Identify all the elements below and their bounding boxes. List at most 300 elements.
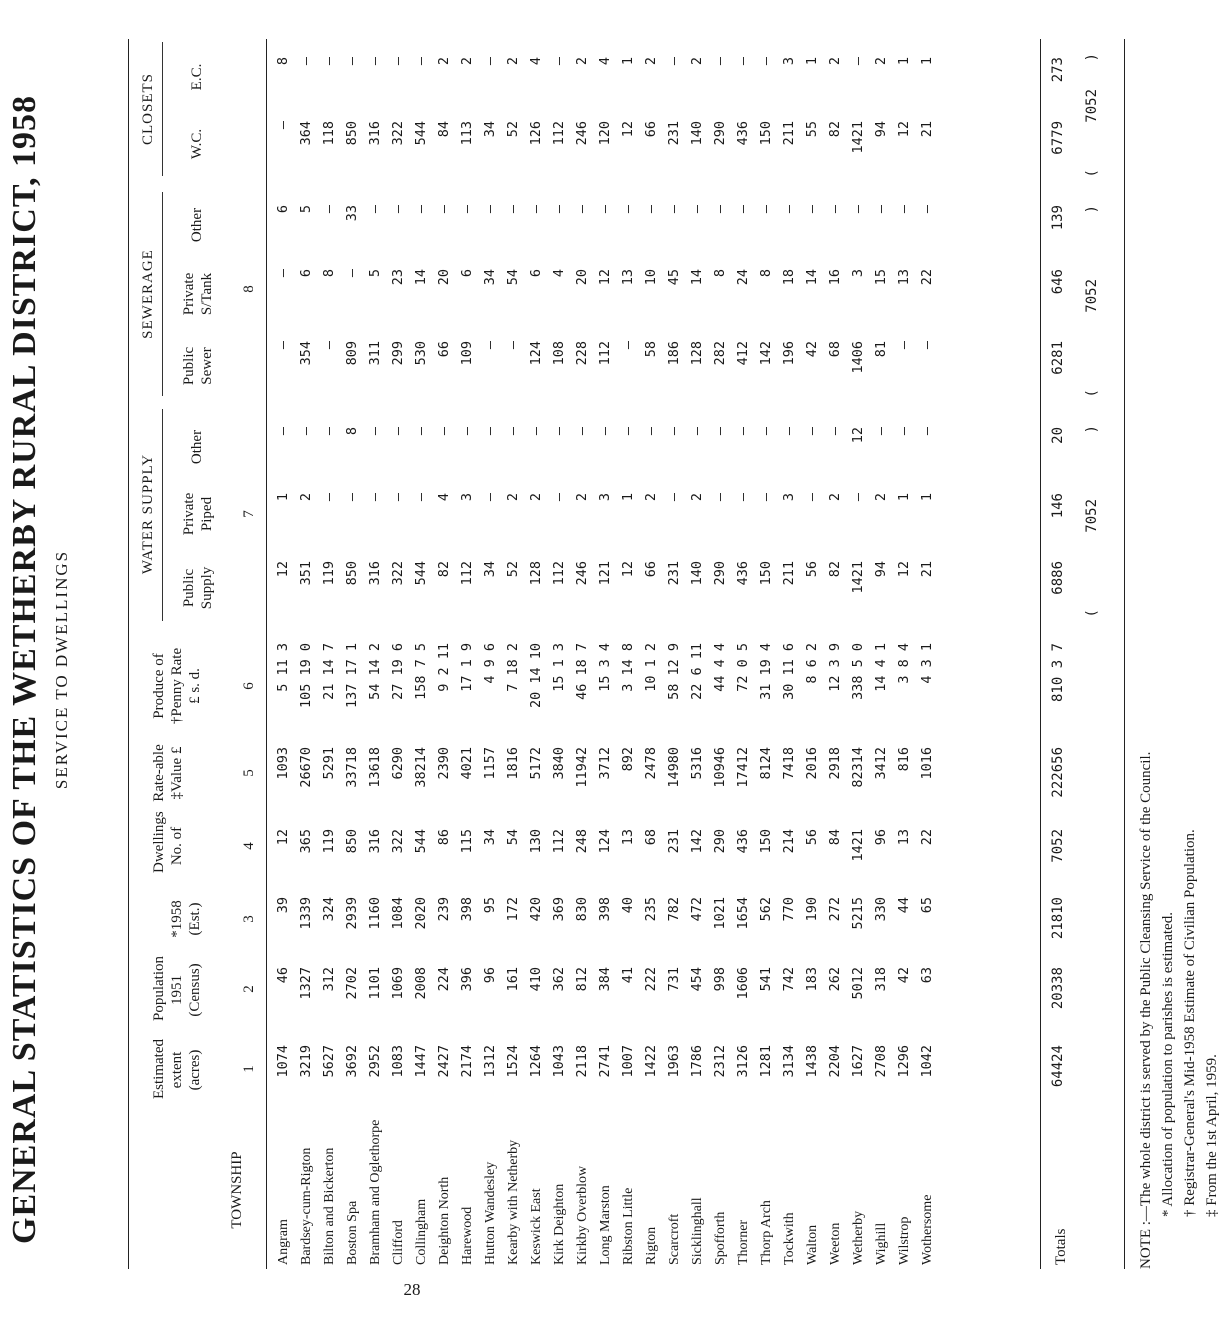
cell-water-public: 150	[758, 561, 774, 586]
cell-sew-other: —	[413, 205, 429, 214]
cell-sew-public: 311	[367, 341, 383, 366]
cell-wc: 12	[896, 121, 912, 138]
header-township: TOWNSHIP	[229, 1151, 245, 1229]
cell-sew-private: 23	[390, 269, 406, 286]
cell-water-public: 436	[735, 561, 751, 586]
cell-dwellings: 115	[459, 829, 475, 854]
cell-water-public: 56	[804, 561, 820, 578]
cell-pop1951: 1069	[390, 967, 406, 1000]
cell-pop1951: 96	[482, 967, 498, 984]
column-number: 5	[241, 769, 257, 777]
cell-water-public: 1421	[850, 561, 866, 594]
cell-dwellings: 850	[344, 829, 360, 854]
header-sew-other: Other	[189, 207, 205, 243]
cell-sew-other: —	[574, 205, 590, 214]
group-closets: CLOSETS	[140, 73, 156, 146]
cell-pop1951: 318	[873, 967, 889, 992]
cell-pop1958: 830	[574, 897, 590, 922]
cell-wc: 12	[620, 121, 636, 138]
cell-produce: 22 6 11	[689, 643, 705, 700]
cell-sew-private: 6	[459, 269, 475, 278]
cell-produce: 105 19 0	[298, 643, 314, 709]
cell-rateable: 5172	[528, 747, 544, 780]
cell-pop1951: 5012	[850, 967, 866, 1000]
cell-ec: —	[298, 57, 314, 66]
township-name: Kirkby Overblow	[575, 1165, 590, 1265]
cell-water-public: 12	[896, 561, 912, 578]
cell-sew-private: 34	[482, 269, 498, 286]
cell-wc: 436	[735, 121, 751, 146]
cell-sew-other: —	[919, 205, 935, 214]
cell-extent: 1438	[804, 1045, 820, 1078]
cell-water-private: —	[367, 493, 383, 502]
group-water-supply: WATER SUPPLY	[140, 453, 156, 575]
total-wc: 6779	[1050, 121, 1066, 155]
cell-water-public: 94	[873, 561, 889, 578]
cell-pop1951: 998	[712, 967, 728, 992]
cell-water-private: —	[413, 493, 429, 502]
cell-ec: 2	[459, 57, 475, 66]
column-number: 1	[241, 1065, 257, 1073]
cell-dwellings: 316	[367, 829, 383, 854]
township-name: Hutton Wandesley	[483, 1161, 498, 1265]
rule-top	[128, 39, 129, 1269]
cell-rateable: 6290	[390, 747, 406, 780]
cell-pop1958: 2020	[413, 897, 429, 930]
header-produce: Produce of †Penny Rate £ s. d.	[151, 647, 203, 725]
cell-sew-public: —	[275, 341, 291, 350]
cell-dwellings: 86	[436, 829, 452, 846]
cell-ec: 1	[620, 57, 636, 66]
rule-header	[266, 39, 267, 1269]
cell-pop1951: 1327	[298, 967, 314, 1000]
cell-produce: 30 11 6	[781, 643, 797, 700]
cell-water-public: 34	[482, 561, 498, 578]
township-name: Kirk Deighton	[552, 1183, 567, 1265]
cell-pop1958: 272	[827, 897, 843, 922]
cell-sew-other: —	[643, 205, 659, 214]
cell-sew-other: —	[390, 205, 406, 214]
cell-pop1951: 46	[275, 967, 291, 984]
cell-water-private: —	[482, 493, 498, 502]
cell-sew-other: —	[321, 205, 337, 214]
cell-sew-other: —	[781, 205, 797, 214]
cell-extent: 1627	[850, 1045, 866, 1078]
cell-sew-public: —	[505, 341, 521, 350]
cell-produce: 27 19 6	[390, 643, 406, 700]
cell-sew-other: —	[436, 205, 452, 214]
cell-ec: —	[735, 57, 751, 66]
cell-extent: 1042	[919, 1045, 935, 1078]
cell-sew-private: 14	[804, 269, 820, 286]
column-sew-public	[272, 341, 939, 403]
cell-sew-public: 530	[413, 341, 429, 366]
cell-water-private: —	[390, 493, 406, 502]
cell-produce: 46 18 7	[574, 643, 590, 700]
cell-rateable: 2016	[804, 747, 820, 780]
cell-produce: 7 18 2	[505, 643, 521, 692]
cell-sew-public: 142	[758, 341, 774, 366]
cell-pop1951: 396	[459, 967, 475, 992]
cell-rateable: 3412	[873, 747, 889, 780]
cell-produce: 3 8 4	[896, 643, 912, 684]
cell-extent: 1524	[505, 1045, 521, 1078]
cell-water-other: —	[919, 427, 935, 436]
cell-water-public: 231	[666, 561, 682, 586]
cell-produce: 12 3 9	[827, 643, 843, 692]
cell-ec: 2	[505, 57, 521, 66]
cell-rateable: 1157	[482, 747, 498, 780]
cell-sew-public: —	[919, 341, 935, 350]
cell-sew-private: 54	[505, 269, 521, 286]
cell-water-private: 3	[459, 493, 475, 502]
cell-sew-other: —	[367, 205, 383, 214]
cell-water-other: —	[827, 427, 843, 436]
cell-sew-private: 8	[321, 269, 337, 278]
cell-extent: 2204	[827, 1045, 843, 1078]
cell-pop1951: 1606	[735, 967, 751, 1000]
cell-produce: 20 14 10	[528, 643, 544, 709]
cell-sew-private: 14	[413, 269, 429, 286]
cell-extent: 1043	[551, 1045, 567, 1078]
cell-water-public: 52	[505, 561, 521, 578]
cell-sew-public: 109	[459, 341, 475, 366]
cell-water-private: 3	[597, 493, 613, 502]
rule-bottom	[1124, 39, 1125, 1269]
cell-extent: 3219	[298, 1045, 314, 1078]
cell-water-other: —	[321, 427, 337, 436]
cell-pop1951: 454	[689, 967, 705, 992]
cell-water-private: —	[344, 493, 360, 502]
column-number: 6	[241, 682, 257, 690]
cell-rateable: 2918	[827, 747, 843, 780]
cell-pop1951: 1101	[367, 967, 383, 1000]
cell-rateable: 82314	[850, 747, 866, 788]
total-rateable: 222656	[1050, 747, 1066, 798]
cell-rateable: 13618	[367, 747, 383, 788]
cell-rateable: 33718	[344, 747, 360, 788]
cell-water-public: 351	[298, 561, 314, 586]
cell-pop1958: 1160	[367, 897, 383, 930]
cell-pop1958: 1021	[712, 897, 728, 930]
cell-dwellings: 436	[735, 829, 751, 854]
cell-ec: 1	[896, 57, 912, 66]
cell-pop1951: 410	[528, 967, 544, 992]
total-dwellings: 7052	[1050, 829, 1066, 863]
cell-water-other: —	[873, 427, 889, 436]
column-sew-private	[272, 269, 939, 325]
cell-water-private: 1	[620, 493, 636, 502]
cell-water-public: 128	[528, 561, 544, 586]
cell-sew-private: 15	[873, 269, 889, 286]
cell-ec: —	[367, 57, 383, 66]
cell-water-other: —	[275, 427, 291, 436]
cell-water-other: —	[597, 427, 613, 436]
cell-sew-public: 196	[781, 341, 797, 366]
cell-wc: 66	[643, 121, 659, 138]
cell-water-public: 119	[321, 561, 337, 586]
column-produce	[272, 643, 939, 739]
cell-sew-other: 5	[298, 205, 314, 214]
cell-sew-private: 20	[574, 269, 590, 286]
column-number: 4	[241, 842, 257, 850]
cell-water-private: —	[666, 493, 682, 502]
cell-extent: 1083	[390, 1045, 406, 1078]
cell-sew-private: 24	[735, 269, 751, 286]
cell-rateable: 2478	[643, 747, 659, 780]
cell-water-other: —	[298, 427, 314, 436]
cell-rateable: 3712	[597, 747, 613, 780]
cell-dwellings: 142	[689, 829, 705, 854]
column-sew-other	[272, 205, 939, 255]
header-ec: E.C.	[189, 63, 205, 91]
cell-produce: 72 0 5	[735, 643, 751, 692]
cell-sew-public: 124	[528, 341, 544, 366]
cell-sew-private: 3	[850, 269, 866, 278]
cell-rateable: 816	[896, 747, 912, 772]
cell-produce: 158 7 5	[413, 643, 429, 700]
cell-sew-public: 354	[298, 341, 314, 366]
cell-sew-other: 6	[275, 205, 291, 214]
column-number: 7	[241, 510, 257, 518]
cell-wc: 850	[344, 121, 360, 146]
cell-wc: 322	[390, 121, 406, 146]
cell-rateable: 38214	[413, 747, 429, 788]
page-number: 28	[403, 1280, 421, 1299]
cell-ec: 4	[528, 57, 544, 66]
cell-wc: 21	[919, 121, 935, 138]
total-extent: 64424	[1050, 1045, 1066, 1088]
township-name: Thorner	[736, 1219, 751, 1265]
cell-wc: 120	[597, 121, 613, 146]
cell-sew-other: —	[551, 205, 567, 214]
total-sew-private: 646	[1050, 269, 1066, 295]
cell-water-private: —	[804, 493, 820, 502]
cell-sew-private: 20	[436, 269, 452, 286]
cell-sew-other: —	[850, 205, 866, 214]
cell-wc: 113	[459, 121, 475, 146]
cell-produce: 338 5 0	[850, 643, 866, 700]
cell-water-private: 2	[574, 493, 590, 502]
column-number: 3	[241, 915, 257, 923]
group-water-line	[162, 409, 163, 621]
cell-sew-public: 108	[551, 341, 567, 366]
cell-wc: 55	[804, 121, 820, 138]
cell-water-public: 21	[919, 561, 935, 578]
cell-sew-other: —	[666, 205, 682, 214]
cell-water-other: —	[643, 427, 659, 436]
cell-pop1958: 420	[528, 897, 544, 922]
cell-sew-other: —	[689, 205, 705, 214]
cell-ec: 2	[689, 57, 705, 66]
check-bracket-close: )	[1084, 205, 1100, 214]
total-water-private: 146	[1050, 493, 1066, 519]
cell-produce: 4 9 6	[482, 643, 498, 684]
check-bracket-open: (	[1084, 169, 1100, 178]
cell-pop1951: 812	[574, 967, 590, 992]
cell-produce: 137 17 1	[344, 643, 360, 709]
cell-dwellings: 119	[321, 829, 337, 854]
check-bracket-close: )	[1084, 425, 1100, 434]
cell-dwellings: 322	[390, 829, 406, 854]
cell-ec: 1	[804, 57, 820, 66]
cell-produce: 54 14 2	[367, 643, 383, 700]
cell-pop1958: 235	[643, 897, 659, 922]
header-pop1958: *1958 (Est.)	[169, 900, 203, 938]
cell-pop1951: 312	[321, 967, 337, 992]
cell-pop1958: 190	[804, 897, 820, 922]
cell-extent: 3134	[781, 1045, 797, 1078]
cell-pop1958: 562	[758, 897, 774, 922]
cell-extent: 2952	[367, 1045, 383, 1078]
cell-ec: 2	[574, 57, 590, 66]
cell-extent: 1786	[689, 1045, 705, 1078]
cell-sew-public: 299	[390, 341, 406, 366]
cell-pop1951: 731	[666, 967, 682, 992]
cell-produce: 14 4 1	[873, 643, 889, 692]
cell-dwellings: 22	[919, 829, 935, 846]
township-name: Thorp Arch	[759, 1200, 774, 1265]
cell-sew-public: —	[482, 341, 498, 350]
township-name: Long Marston	[598, 1185, 613, 1265]
township-name: Sicklinghall	[690, 1197, 705, 1265]
cell-extent: 2427	[436, 1045, 452, 1078]
header-rateable: Rate-able ‡Value £	[151, 744, 185, 802]
cell-extent: 2118	[574, 1045, 590, 1078]
cell-dwellings: 112	[551, 829, 567, 854]
cell-ec: —	[344, 57, 360, 66]
note-registrar: † Registrar-General's Mid-1958 Estimate of Civilian Population.	[1182, 829, 1198, 1217]
cell-extent: 2312	[712, 1045, 728, 1078]
cell-water-private: 1	[919, 493, 935, 502]
cell-dwellings: 13	[896, 829, 912, 846]
cell-water-other: —	[436, 427, 452, 436]
total-water-other: 20	[1050, 427, 1066, 444]
cell-sew-private: 18	[781, 269, 797, 286]
township-name: Boston Spa	[345, 1200, 360, 1265]
cell-ec: —	[482, 57, 498, 66]
cell-water-other: —	[551, 427, 567, 436]
cell-produce: 8 6 2	[804, 643, 820, 684]
cell-pop1951: 384	[597, 967, 613, 992]
cell-ec: —	[712, 57, 728, 66]
cell-rateable: 10946	[712, 747, 728, 788]
cell-water-public: 316	[367, 561, 383, 586]
cell-dwellings: 12	[275, 829, 291, 846]
cell-sew-public: —	[321, 341, 337, 350]
cell-pop1958: 324	[321, 897, 337, 922]
cell-pop1958: 95	[482, 897, 498, 914]
cell-water-public: 322	[390, 561, 406, 586]
cell-dwellings: 290	[712, 829, 728, 854]
township-name: Keswick East	[529, 1188, 544, 1265]
cell-ec: —	[758, 57, 774, 66]
cell-water-other: —	[482, 427, 498, 436]
township-name: Walton	[805, 1224, 820, 1265]
cell-water-private: 2	[873, 493, 889, 502]
cell-water-public: 544	[413, 561, 429, 586]
cell-pop1958: 65	[919, 897, 935, 914]
cell-sew-public: 809	[344, 341, 360, 366]
cell-pop1951: 742	[781, 967, 797, 992]
cell-pop1951: 262	[827, 967, 843, 992]
cell-produce: 10 1 2	[643, 643, 659, 692]
cell-sew-public: 68	[827, 341, 843, 358]
cell-sew-private: 4	[551, 269, 567, 278]
cell-water-public: 112	[551, 561, 567, 586]
cell-sew-other: —	[712, 205, 728, 214]
township-name: Rigton	[644, 1226, 659, 1265]
cell-extent: 1422	[643, 1045, 659, 1078]
cell-extent: 2708	[873, 1045, 889, 1078]
cell-dwellings: 248	[574, 829, 590, 854]
cell-water-private: —	[758, 493, 774, 502]
township-name: Spofforth	[713, 1211, 728, 1265]
township-name: Bramham and Oglethorpe	[368, 1119, 383, 1265]
cell-sew-other: —	[505, 205, 521, 214]
township-name: Kearby with Netherby	[506, 1139, 521, 1265]
cell-dwellings: 130	[528, 829, 544, 854]
cell-water-other: 8	[344, 427, 360, 436]
cell-produce: 21 14 7	[321, 643, 337, 700]
cell-pop1958: 472	[689, 897, 705, 922]
cell-sew-private: 8	[758, 269, 774, 278]
cell-water-other: —	[620, 427, 636, 436]
cell-produce: 17 1 9	[459, 643, 475, 692]
cell-dwellings: 13	[620, 829, 636, 846]
cell-water-other: —	[735, 427, 751, 436]
column-pop1951	[272, 967, 939, 1033]
cell-sew-private: 45	[666, 269, 682, 286]
column-water-private	[272, 493, 939, 543]
cell-rateable: 17412	[735, 747, 751, 788]
header-sew-private: Private S/Tank	[181, 272, 215, 316]
cell-wc: 112	[551, 121, 567, 146]
cell-dwellings: 54	[505, 829, 521, 846]
cell-water-other: —	[528, 427, 544, 436]
cell-wc: 246	[574, 121, 590, 146]
cell-water-public: 290	[712, 561, 728, 586]
cell-pop1958: 398	[597, 897, 613, 922]
cell-extent: 3692	[344, 1045, 360, 1078]
cell-sew-private: 6	[528, 269, 544, 278]
header-water-other: Other	[189, 429, 205, 465]
cell-water-private: 2	[505, 493, 521, 502]
cell-produce: 9 2 11	[436, 643, 452, 692]
cell-rateable: 2390	[436, 747, 452, 780]
check-closets-total: 7052	[1084, 89, 1100, 123]
cell-sew-other: —	[528, 205, 544, 214]
cell-water-private: 2	[827, 493, 843, 502]
cell-sew-public: —	[620, 341, 636, 350]
cell-rateable: 14980	[666, 747, 682, 788]
column-water-other	[272, 427, 939, 477]
cell-water-other: —	[367, 427, 383, 436]
cell-water-other: —	[781, 427, 797, 436]
cell-extent: 1447	[413, 1045, 429, 1078]
header-water-public: Public Supply	[181, 566, 215, 610]
cell-extent: 1281	[758, 1045, 774, 1078]
note-allocation: * Allocation of population to parishes is estimated.	[1160, 912, 1176, 1217]
cell-ec: 4	[597, 57, 613, 66]
cell-sew-private: 5	[367, 269, 383, 278]
cell-extent: 2741	[597, 1045, 613, 1078]
cell-water-private: 2	[298, 493, 314, 502]
cell-pop1958: 40	[620, 897, 636, 914]
cell-sew-public: 1406	[850, 341, 866, 374]
cell-water-private: 3	[781, 493, 797, 502]
header-extent: Estimated extent (acres)	[151, 1039, 203, 1099]
